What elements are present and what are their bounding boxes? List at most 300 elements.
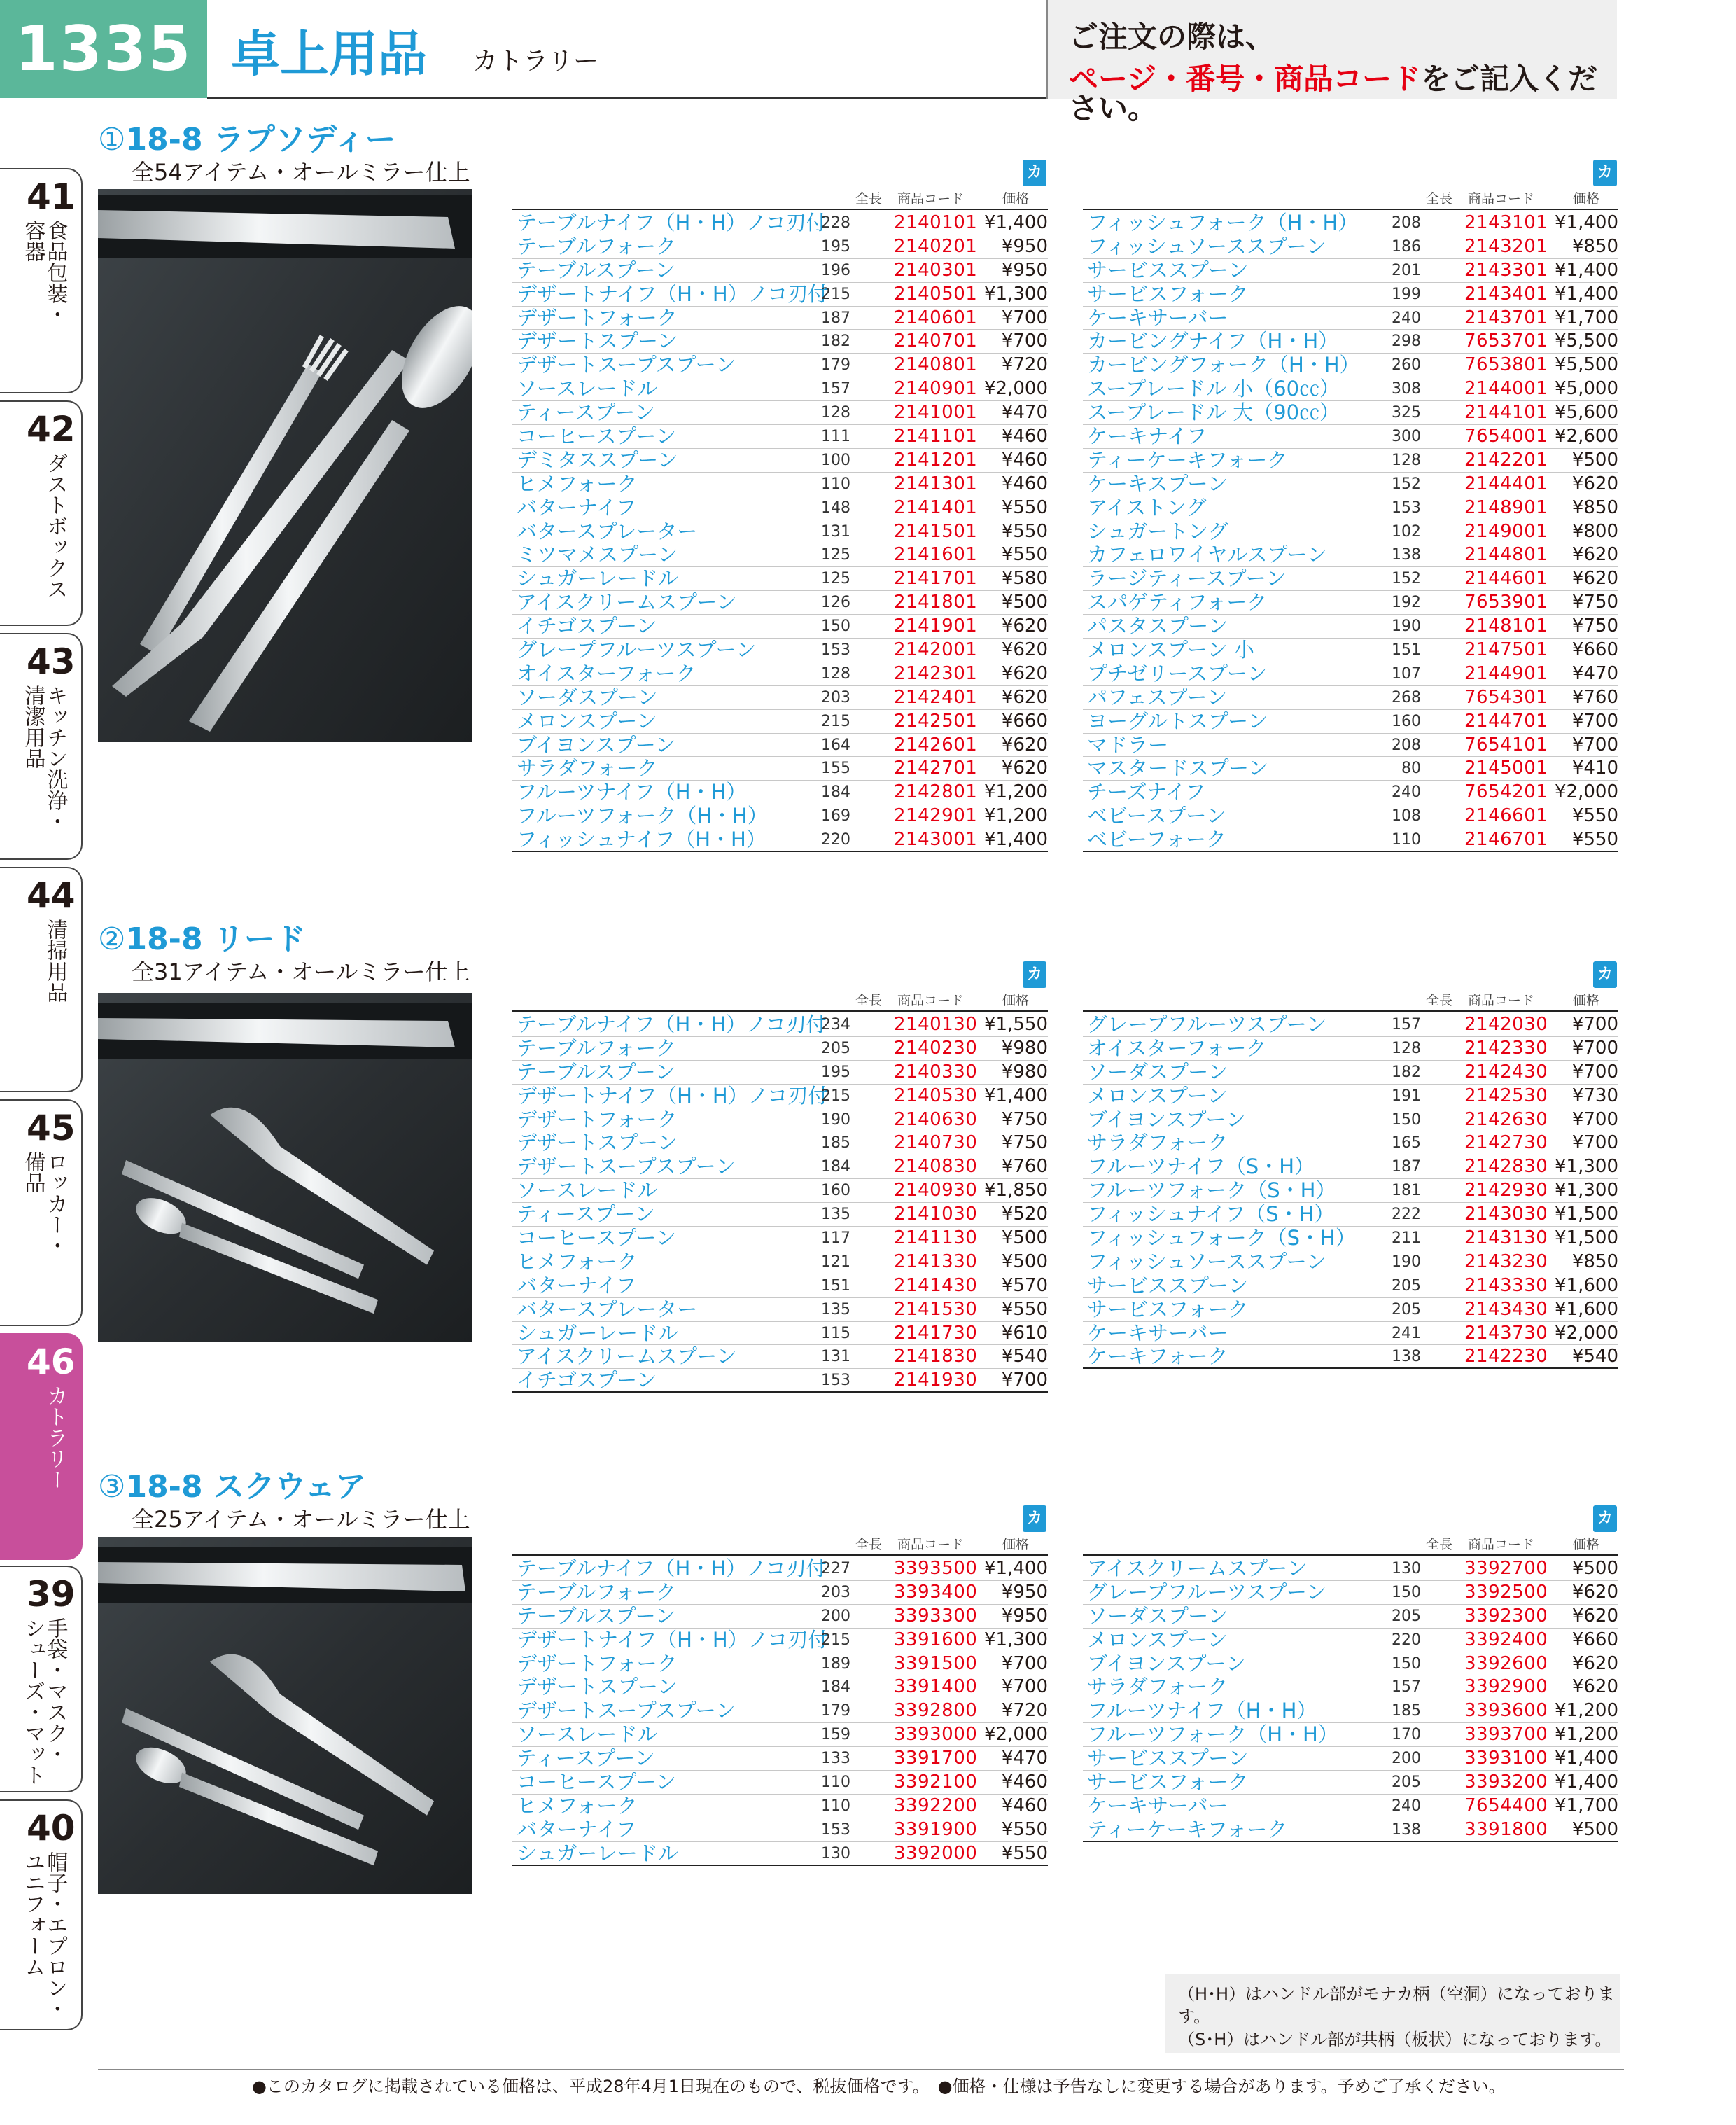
product-code: 7653801 [1464,354,1548,376]
product-length: 241 [1392,1324,1421,1342]
product-code: 3393300 [894,1605,978,1626]
product-code: 2140101 [894,212,978,233]
product-length: 200 [1392,1750,1421,1768]
product-code: 2140201 [894,235,978,257]
product-name: サービスフォーク [1087,1297,1249,1321]
table-row [512,1322,1048,1346]
table-row [512,520,1048,544]
table-body [512,1557,1048,1866]
product-length: 138 [1392,1348,1421,1366]
product-code: 2141530 [894,1298,978,1320]
product-price: ¥500 [1572,1818,1618,1840]
sidebar-tab-44[interactable] [0,867,83,1092]
product-length: 195 [821,237,850,256]
product-code: 2141430 [894,1274,978,1296]
table-row [1083,401,1618,425]
product-code: 2143730 [1464,1322,1548,1344]
product-price: ¥980 [1001,1037,1048,1059]
table-row [1083,235,1618,259]
product-length: 308 [1392,380,1421,398]
table-row [1083,1581,1618,1605]
product-price: ¥620 [1001,686,1048,708]
product-length: 128 [821,664,850,683]
product-price: ¥1,400 [1555,1748,1618,1769]
product-length: 131 [821,1348,850,1366]
product-name: スープレードル 小（60㏄） [1087,377,1340,401]
product-price: ¥760 [1001,1156,1048,1178]
table-row [512,567,1048,591]
tab-number: 42 [27,409,76,450]
product-price: ¥620 [1572,568,1618,590]
product-name: プチゼリースプーン [1087,661,1268,685]
product-code: 2146701 [1464,829,1548,851]
product-price: ¥1,400 [1555,283,1618,305]
product-length: 151 [1392,641,1421,660]
product-name: スープレードル 大（90㏄） [1087,400,1340,425]
table-row [1083,425,1618,449]
product-price: ¥620 [1572,544,1618,566]
product-code: 2141701 [894,568,978,590]
product-length: 153 [821,641,850,660]
product-code: 2141401 [894,496,978,518]
table-row [1083,1345,1618,1369]
table-row [512,401,1048,425]
product-length: 148 [821,499,850,517]
table-row [1083,259,1618,283]
product-code: 2140930 [894,1180,978,1201]
product-name: バターナイフ [517,1273,637,1297]
product-code: 3393000 [894,1724,978,1746]
product-price: ¥1,550 [984,1014,1048,1035]
section-title [98,122,396,158]
table-row [512,1250,1048,1274]
product-length: 131 [821,522,850,541]
table-row [512,804,1048,828]
product-length: 159 [821,1726,850,1744]
table-row [1083,1675,1618,1699]
product-price: ¥850 [1572,235,1618,257]
product-name: ケーキサーバー [1087,1321,1228,1345]
product-price: ¥1,400 [1555,259,1618,281]
product-price: ¥550 [1572,829,1618,851]
product-code: 2142230 [1464,1346,1548,1367]
table-row [512,828,1048,852]
notice-line-1: ご注文の際は、 [1069,20,1275,54]
product-price: ¥700 [1572,1132,1618,1154]
table-row [1083,1227,1618,1250]
product-length: 153 [1392,499,1421,517]
product-name: デザートスプーン [517,1675,678,1699]
table-row [1083,757,1618,781]
tab-number: 41 [27,176,76,217]
product-name: アイスクリームスプーン [517,1344,737,1369]
table-row [1083,354,1618,377]
tab-number: 45 [27,1108,76,1148]
product-price: ¥620 [1572,1676,1618,1698]
table-row [1083,1037,1618,1061]
table-row [1083,662,1618,686]
table-body [1083,211,1618,852]
table-row [1083,781,1618,804]
product-price: ¥750 [1572,592,1618,613]
table-row [1083,639,1618,662]
product-length: 153 [821,1820,850,1839]
section-subtitle: 全31アイテム・オールミラー仕上 [132,959,470,985]
product-name: テーブルフォーク [517,234,676,258]
product-length: 111 [821,428,850,446]
product-name: ケーキナイフ [1087,424,1208,449]
product-name: ベビースプーン [1087,804,1226,828]
product-code: 2144901 [1464,662,1548,684]
product-price: ¥700 [1572,1108,1618,1130]
table-body [1083,1013,1618,1369]
product-code: 2141830 [894,1346,978,1367]
product-name: フルーツナイフ（H・H） [517,780,747,804]
table-row [1083,1085,1618,1108]
table-row [1083,1795,1618,1818]
product-length: 208 [1392,214,1421,232]
product-price: ¥1,300 [984,1629,1048,1650]
product-price: ¥660 [1572,639,1618,661]
table-row [512,781,1048,804]
product-price: ¥660 [1001,710,1048,732]
product-length: 108 [1392,807,1421,825]
product-name: デザートナイフ（H・H）ノコ刃付 [517,281,829,306]
product-name: サービスフォーク [1087,281,1249,306]
product-price: ¥550 [1001,520,1048,542]
product-price: ¥1,600 [1555,1298,1618,1320]
product-price: ¥500 [1572,449,1618,471]
sidebar-tab-46[interactable] [0,1333,83,1560]
product-price: ¥470 [1572,662,1618,684]
product-code: 3391700 [894,1748,978,1769]
product-price: ¥1,300 [1555,1156,1618,1178]
product-code: 2144801 [1464,544,1548,566]
product-code: 3392100 [894,1771,978,1793]
product-name: ラージティースプーン [1087,566,1287,591]
sidebar-tab-42[interactable] [0,400,83,626]
sidebar-tab-45[interactable] [0,1099,83,1326]
product-code: 2141801 [894,592,978,613]
product-code: 2142430 [1464,1061,1548,1082]
product-name: フィッシュナイフ（S・H） [1087,1202,1335,1227]
table-row [1083,1747,1618,1771]
table-row [512,211,1048,235]
product-name: ヨーグルトスプーン [1087,709,1268,733]
section-subtitle: 全25アイテム・オールミラー仕上 [132,1506,470,1533]
product-code: 2141030 [894,1204,978,1225]
product-code: 2142601 [894,734,978,755]
product-price: ¥980 [1001,1061,1048,1082]
sidebar-tab-39[interactable] [0,1566,83,1792]
table-row [512,425,1048,449]
product-name: フィッシュフォーク（H・H） [1087,211,1359,235]
sidebar-tab-41[interactable] [0,168,83,393]
product-price: ¥550 [1001,1842,1048,1864]
product-length: 196 [821,261,850,279]
product-name: アイスクリームスプーン [1087,1556,1308,1580]
product-name: ブイヨンスプーン [1087,1651,1247,1675]
product-price: ¥1,200 [984,781,1048,803]
product-length: 186 [1392,237,1421,256]
product-name: デザートフォーク [517,305,678,330]
product-length: 138 [1392,1820,1421,1839]
product-name: メロンスプーン [517,709,657,733]
product-length: 160 [821,1182,850,1200]
product-code: 7654201 [1464,781,1548,803]
product-name: ソーダスプーン [517,685,658,709]
product-length: 169 [821,807,850,825]
product-length: 240 [1392,783,1421,802]
product-price: ¥720 [1001,354,1048,376]
product-name: アイストング [1087,495,1207,520]
product-code: 2144601 [1464,568,1548,590]
product-price: ¥1,200 [984,805,1048,827]
product-length: 179 [821,356,850,375]
product-length: 205 [1392,1276,1421,1295]
table-header [512,991,1048,1012]
product-price: ¥1,400 [984,1558,1048,1579]
table-row [512,1842,1048,1866]
product-price: ¥460 [1001,473,1048,494]
product-price: ¥2,000 [984,1724,1048,1746]
table-header [1083,1535,1618,1556]
product-name: グレープフルーツスプーン [1087,1580,1327,1604]
product-code: 2140130 [894,1014,978,1035]
product-price: ¥620 [1572,1581,1618,1603]
tab-label: カトラリー [43,1385,68,1490]
product-price: ¥460 [1001,1771,1048,1793]
product-price: ¥550 [1001,544,1048,566]
product-length: 80 [1401,760,1421,778]
product-length: 128 [1392,1039,1421,1057]
section-name: 18-8 ラプソディー [125,122,396,158]
sidebar-tab-40[interactable] [0,1799,83,2030]
product-length: 234 [821,1016,850,1033]
product-name: ティーケーキフォーク [1087,1817,1288,1841]
table-row [1083,520,1618,544]
product-length: 222 [1392,1206,1421,1224]
product-length: 135 [821,1206,850,1224]
product-name: マドラー [1087,732,1169,757]
product-price: ¥570 [1001,1274,1048,1296]
product-name: バターナイフ [517,495,637,520]
product-code: 3391500 [894,1652,978,1674]
product-name: スパゲティフォーク [1087,590,1268,615]
table-row [512,1675,1048,1699]
product-name: コーヒースプーン [517,1226,676,1250]
tab-label: 清掃用品 [43,919,68,1003]
product-price: ¥5,500 [1555,330,1618,352]
product-code: 2140330 [894,1061,978,1082]
product-code: 2141601 [894,544,978,566]
table-row [1083,567,1618,591]
product-length: 110 [1392,831,1421,849]
product-price: ¥850 [1572,496,1618,518]
product-code: 2140730 [894,1132,978,1154]
table-row [1083,1298,1618,1322]
product-price: ¥1,600 [1555,1274,1618,1296]
product-price: ¥500 [1001,1250,1048,1272]
product-name: ケーキスプーン [1087,471,1228,496]
product-length: 125 [821,546,850,564]
tab-label: ダストボックス [43,452,68,599]
product-name: ミツマメスプーン [517,543,678,567]
product-length: 228 [821,214,850,232]
product-code: 3393100 [1464,1748,1548,1769]
product-code: 2143401 [1464,283,1548,305]
product-price: ¥950 [1001,1581,1048,1603]
table-row [512,1179,1048,1203]
product-price: ¥620 [1001,639,1048,661]
product-code: 2142701 [894,758,978,779]
tab-label: 帽子・エプロン・ [43,1851,68,2019]
code-header: 商品コード [1468,993,1535,1008]
product-price: ¥1,200 [1555,1724,1618,1746]
price-header: 価格 [1002,191,1030,207]
table-row [512,377,1048,401]
note-line-2: （S･H）はハンドル部が共柄（板状）になっております。 [1178,2029,1612,2049]
product-code: 2142201 [1464,449,1548,471]
product-price: ¥950 [1001,259,1048,281]
product-code: 3392900 [1464,1676,1548,1698]
table-row [1083,449,1618,473]
table-row [1083,1699,1618,1723]
product-price: ¥620 [1572,1652,1618,1674]
product-length: 200 [821,1607,850,1625]
table-row [1083,211,1618,235]
sidebar-tab-43[interactable] [0,633,83,860]
handle-note [1166,1974,1620,2053]
product-price: ¥1,400 [1555,212,1618,233]
table-row [1083,686,1618,710]
product-price: ¥470 [1001,1748,1048,1769]
product-price: ¥550 [1001,1298,1048,1320]
table-row [512,1108,1048,1132]
product-price: ¥5,600 [1555,402,1618,424]
product-code: 2144001 [1464,378,1548,400]
product-length: 184 [821,1678,850,1696]
product-name: ソースレードル [517,377,658,401]
product-name: サービススプーン [1087,258,1249,282]
table-row [512,235,1048,259]
product-length: 135 [821,1300,850,1318]
table-row [1083,1818,1618,1842]
product-name: ベビーフォーク [1087,828,1226,852]
product-code: 2141101 [894,426,978,447]
price-header: 価格 [1002,1537,1030,1552]
product-code: 3391800 [1464,1818,1548,1840]
table-header [1083,189,1618,210]
product-length: 208 [1392,736,1421,754]
product-price: ¥1,400 [984,212,1048,233]
product-code: 3393200 [1464,1771,1548,1793]
product-name: デザートナイフ（H・H）ノコ刃付 [517,1627,829,1652]
product-length: 110 [821,1774,850,1792]
product-price: ¥550 [1001,1818,1048,1840]
product-code: 2143330 [1464,1274,1548,1296]
table-row [1083,1203,1618,1227]
product-code: 3393500 [894,1558,978,1579]
table-body [512,211,1048,852]
product-price: ¥700 [1001,307,1048,328]
product-price: ¥5,500 [1555,354,1618,376]
table-row [512,1131,1048,1155]
product-code: 2145001 [1464,758,1548,779]
product-price: ¥540 [1001,1346,1048,1367]
table-row [1083,543,1618,567]
product-length: 189 [821,1654,850,1673]
table-row [1083,307,1618,330]
length-header: 全長 [855,1537,883,1552]
product-length: 187 [821,309,850,327]
product-price: ¥800 [1572,520,1618,542]
table-row [512,591,1048,615]
product-price: ¥750 [1572,615,1618,637]
product-price: ¥610 [1001,1322,1048,1344]
ka2-badge-icon: カ2 [1023,160,1046,186]
product-length: 205 [1392,1774,1421,1792]
product-price: ¥700 [1572,1061,1618,1082]
product-length: 128 [1392,451,1421,469]
product-length: 170 [1392,1726,1421,1744]
notice-line-2 [1069,64,1617,123]
product-name: ケーキフォーク [1087,1344,1228,1369]
product-code: 2142401 [894,686,978,708]
length-header: 全長 [855,191,883,207]
section-name: 18-8 リード [125,921,306,957]
footer-text: ●このカタログに掲載されている価格は、平成28年4月1日現在のもので、税抜価格です。 ●価格・仕様は予告なしに変更する場合があります。予めご了承ください。 [252,2077,1506,2096]
product-code: 3392600 [1464,1652,1548,1674]
product-length: 181 [1392,1182,1421,1200]
product-price: ¥500 [1001,592,1048,613]
product-length: 128 [821,404,850,422]
product-length: 205 [821,1039,850,1057]
product-name: ティースプーン [517,1746,655,1771]
product-code: 3392800 [894,1700,978,1722]
product-name: デザートスプーン [517,329,678,354]
product-price: ¥410 [1572,758,1618,779]
product-price: ¥700 [1572,1014,1618,1035]
product-name: バタースプレーター [517,1297,698,1321]
product-code: 3392500 [1464,1581,1548,1603]
product-name: ソースレードル [517,1178,658,1203]
product-name: ティースプーン [517,400,655,425]
product-length: 110 [821,475,850,493]
product-name: アイスクリームスプーン [517,590,737,615]
product-length: 260 [1392,356,1421,375]
product-code: 2140801 [894,354,978,376]
product-photo [98,189,472,742]
product-name: フィッシュソーススプーン [1087,1249,1327,1274]
product-length: 102 [1392,522,1421,541]
product-length: 185 [1392,1702,1421,1720]
product-price: ¥1,400 [984,1085,1048,1106]
product-length: 150 [821,618,850,636]
product-name: フルーツナイフ（H・H） [1087,1699,1317,1723]
price-header: 価格 [1573,993,1600,1008]
product-photo [98,1537,472,1894]
table-row [1083,1723,1618,1747]
table-row [512,307,1048,330]
product-name: ブイヨンスプーン [1087,1107,1247,1131]
product-length: 199 [1392,285,1421,303]
product-name: ティースプーン [517,1202,655,1227]
product-length: 115 [821,1324,850,1342]
product-length: 185 [821,1134,850,1152]
product-name: デザートスプーン [517,1131,678,1155]
product-code: 2143030 [1464,1204,1548,1225]
